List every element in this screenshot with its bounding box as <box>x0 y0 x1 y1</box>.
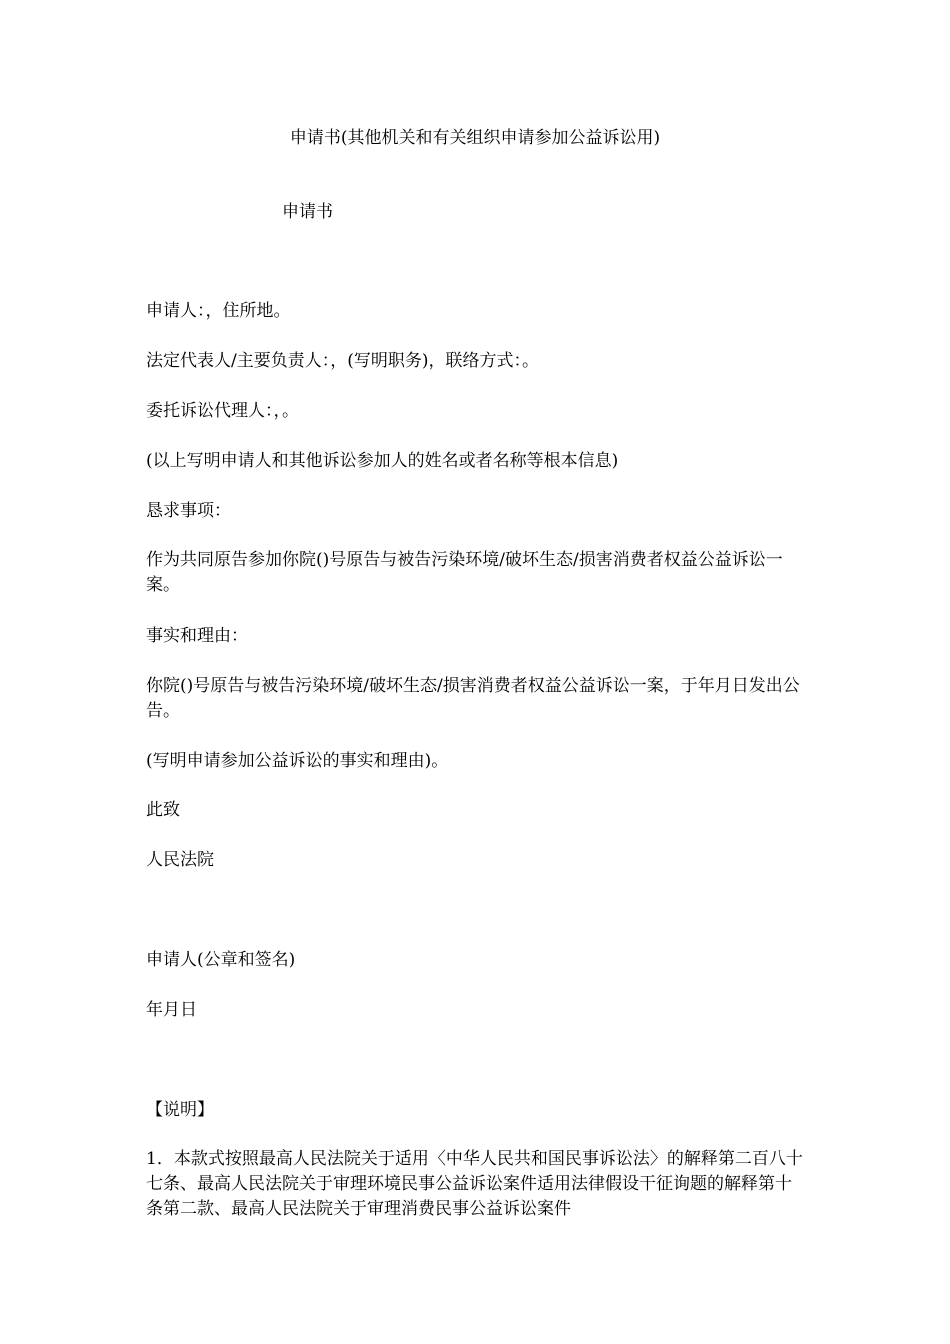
notes-item-1: 1．本款式按照最高人民法院关于适用〈中华人民共和国民事诉讼法〉的解释第二百八十七条、最高人民法院关于审理环境民事公益诉讼案件适用法律假设干征询题的解释第十条第二款、最高人民法院关于审理消费民事公益诉讼案件 <box>146 1149 803 1219</box>
agent-line: 委托诉讼代理人：，。 <box>146 401 299 421</box>
document-subtitle: 申请书 <box>282 202 333 222</box>
document-title: 申请书(其他机关和有关组织申请参加公益诉讼用) <box>289 128 661 148</box>
facts-body: 你院()号原告与被告污染环境/破坏生态/损害消费者权益公益诉讼一案，于年月日发出公告。 <box>146 676 800 721</box>
applicant-line: 申请人：，住所地。 <box>146 301 291 321</box>
court-name: 人民法院 <box>146 850 214 870</box>
info-note: (以上写明申请人和其他诉讼参加人的姓名或者名称等根本信息) <box>146 451 619 471</box>
date-line: 年月日 <box>146 1000 197 1020</box>
facts-heading: 事实和理由： <box>146 626 248 646</box>
legal-rep-line: 法定代表人/主要负责人：，(写明职务)，联络方式：。 <box>146 351 539 371</box>
request-body: 作为共同原告参加你院()号原告与被告污染环境/破坏生态/损害消费者权益公益诉讼一案。 <box>146 550 783 595</box>
signature-line: 申请人(公章和签名) <box>146 950 296 970</box>
request-heading: 恳求事项： <box>146 501 231 521</box>
salutation: 此致 <box>146 800 180 820</box>
facts-note: (写明申请参加公益诉讼的事实和理由)。 <box>146 751 449 771</box>
notes-heading: 【说明】 <box>146 1100 214 1120</box>
